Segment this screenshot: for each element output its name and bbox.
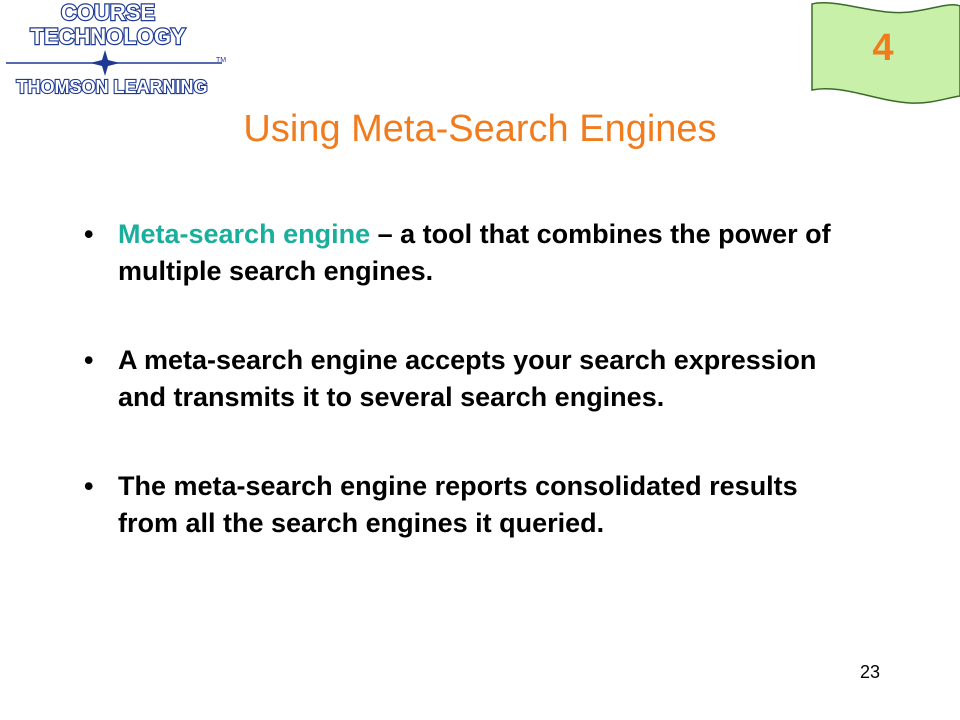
bullet-item-3 bbox=[82, 468, 842, 542]
chapter-flag bbox=[806, 0, 960, 110]
bullet-item-1 bbox=[82, 216, 842, 290]
course-technology-logo bbox=[0, 0, 250, 100]
logo-line-thomson: THOMSON LEARNING bbox=[16, 77, 208, 97]
logo-line-technology: TECHNOLOGY bbox=[30, 24, 186, 49]
bullet-marker: • bbox=[84, 471, 94, 501]
bullet-text: A meta-search engine accepts your search expression and transmits it to several search engines. bbox=[118, 345, 817, 412]
logo-line-course: COURSE bbox=[60, 0, 156, 25]
logo-star-icon bbox=[90, 50, 120, 76]
logo-trademark: TM bbox=[216, 57, 227, 64]
bullet-list bbox=[82, 216, 842, 542]
page-number: 23 bbox=[859, 662, 880, 682]
bullet-text: The meta-search engine reports consolidated results from all the search engines it queried. bbox=[118, 471, 798, 538]
chapter-number: 4 bbox=[872, 27, 894, 69]
bullet-text: – a tool that combines the power of multiple search engines. bbox=[118, 219, 831, 286]
bullet-item-2 bbox=[82, 342, 842, 416]
bullet-marker: • bbox=[84, 345, 94, 375]
bullet-marker: • bbox=[84, 219, 94, 249]
bullet-term: Meta-search engine bbox=[118, 219, 371, 249]
slide-title: Using Meta-Search Engines bbox=[243, 108, 717, 150]
